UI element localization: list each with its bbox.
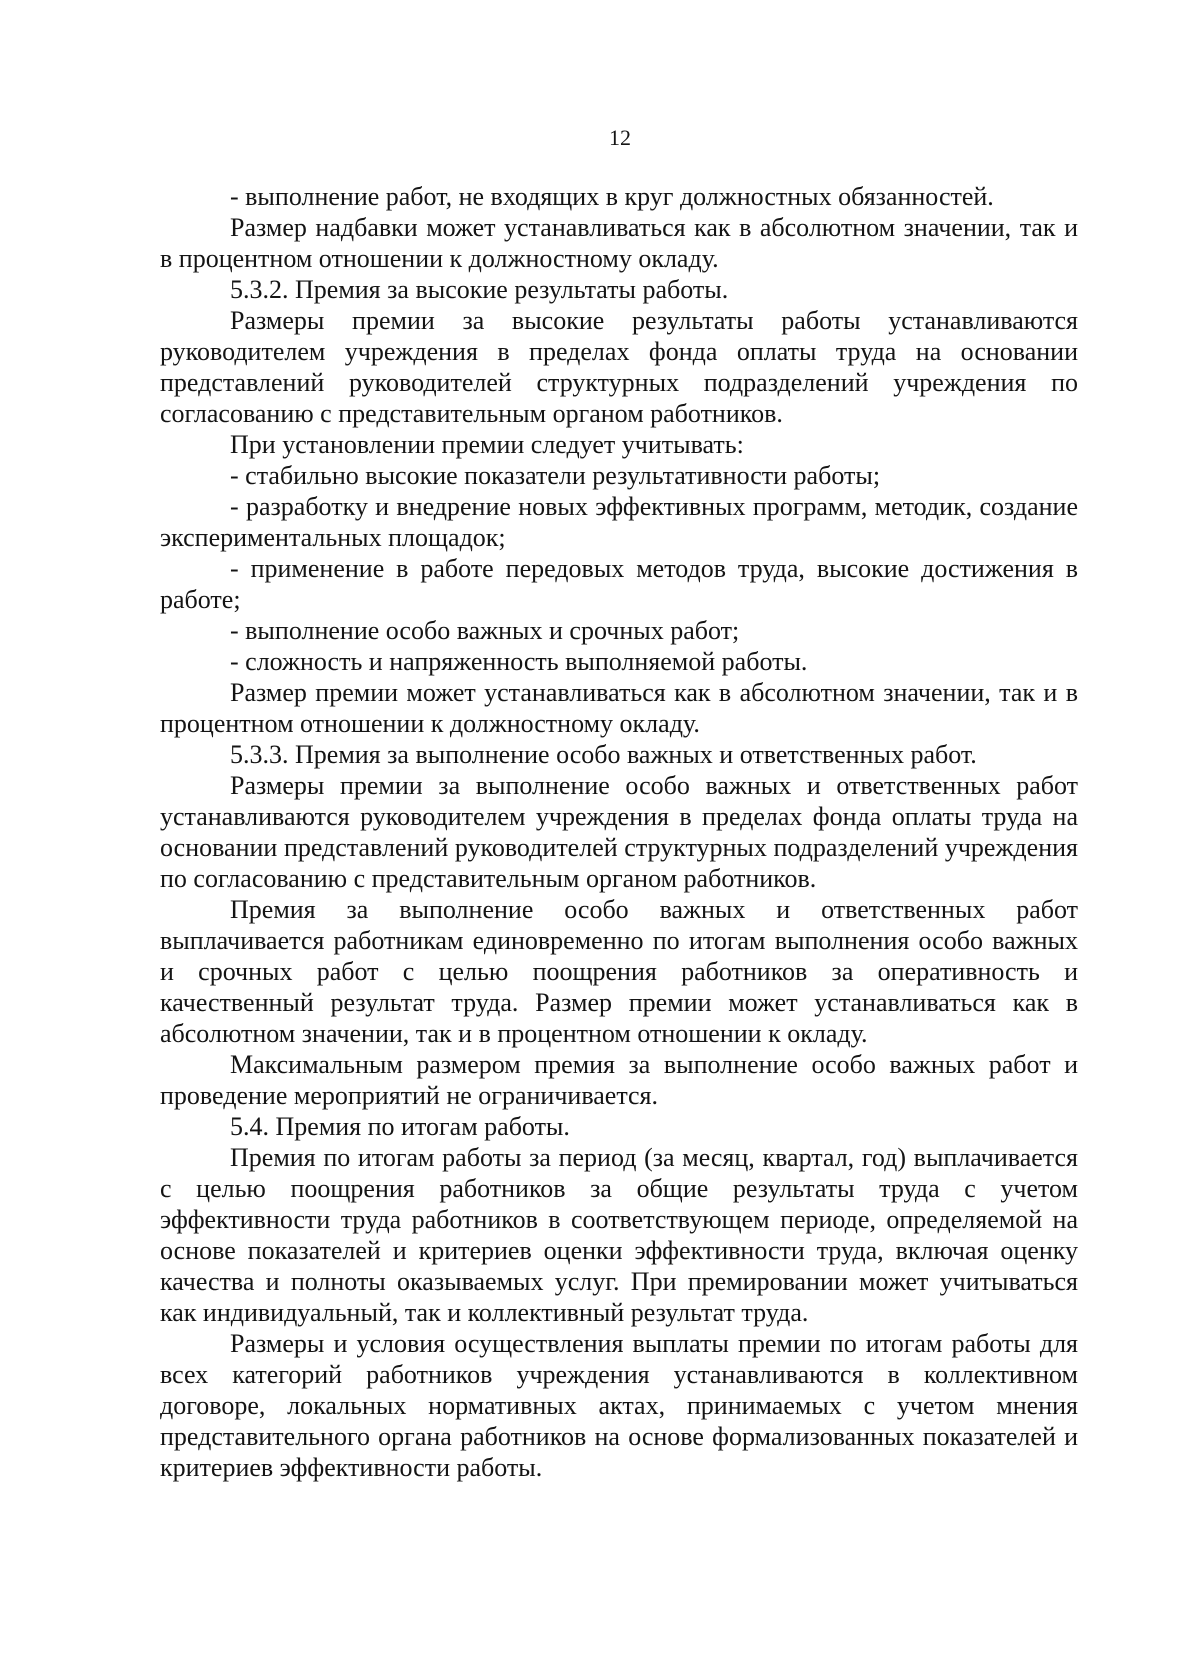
section-heading: 5.3.3. Премия за выполнение особо важных и ответственных работ. — [230, 740, 977, 769]
paragraph: Премия за выполнение особо важных и ответственных работ выплачивается работникам единовременно по итогам выполнения особо важных и срочных работ с целью поощрения работников за оперативность и качественный результат труда. Размер премии может устанавливаться как в абсолютном значении, так и в процентном отношении к окладу. — [160, 895, 1078, 1048]
paragraph: Премия по итогам работы за период (за месяц, квартал, год) выплачивается с целью поощрения работников за общие результаты труда с учетом эффективности труда работников в соответствующем периоде, определяемой на основе показателей и критериев оценки эффективности труда, включая оценку качества и полноты оказываемых услуг. При премировании может учитываться как индивидуальный, так и коллективный результат труда. — [160, 1143, 1078, 1327]
paragraph: Размеры и условия осуществления выплаты премии по итогам работы для всех категорий работников учреждения устанавливаются в коллективном договоре, локальных нормативных актах, принимаемых с учетом мнения представительного органа работников на основе формализованных показателей и критериев эффективности работы. — [160, 1329, 1078, 1482]
document-body — [160, 181, 1078, 1483]
page-number: 12 — [609, 125, 631, 150]
list-item: - применение в работе передовых методов труда, высокие достижения в работе; — [160, 554, 1078, 614]
list-item: - разработку и внедрение новых эффективных программ, методик, создание экспериментальных площадок; — [160, 492, 1078, 552]
paragraph: Максимальным размером премия за выполнение особо важных работ и проведение мероприятий не ограничивается. — [160, 1050, 1078, 1110]
paragraph: При установлении премии следует учитывать: — [230, 430, 744, 459]
paragraph: Размер надбавки может устанавливаться как в абсолютном значении, так и в процентном отношении к должностному окладу. — [160, 213, 1078, 273]
section-heading: 5.4. Премия по итогам работы. — [230, 1112, 570, 1141]
paragraph: Размеры премии за высокие результаты работы устанавливаются руководителем учреждения в пределах фонда оплаты труда на основании представлений руководителей структурных подразделений учреждения по согласованию с представительным органом работников. — [160, 306, 1078, 428]
list-item: - сложность и напряженность выполняемой работы. — [230, 647, 808, 676]
paragraph: - выполнение работ, не входящих в круг должностных обязанностей. — [230, 182, 994, 211]
paragraph: Размеры премии за выполнение особо важных и ответственных работ устанавливаются руководителем учреждения в пределах фонда оплаты труда на основании представлений руководителей структурных подразделений учреждения по согласованию с представительным органом работников. — [160, 771, 1078, 893]
section-heading: 5.3.2. Премия за высокие результаты работы. — [230, 275, 729, 304]
list-item: - выполнение особо важных и срочных работ; — [230, 616, 740, 645]
paragraph: Размер премии может устанавливаться как в абсолютном значении, так и в процентном отношении к должностному окладу. — [160, 678, 1078, 738]
list-item: - стабильно высокие показатели результативности работы; — [230, 461, 881, 490]
